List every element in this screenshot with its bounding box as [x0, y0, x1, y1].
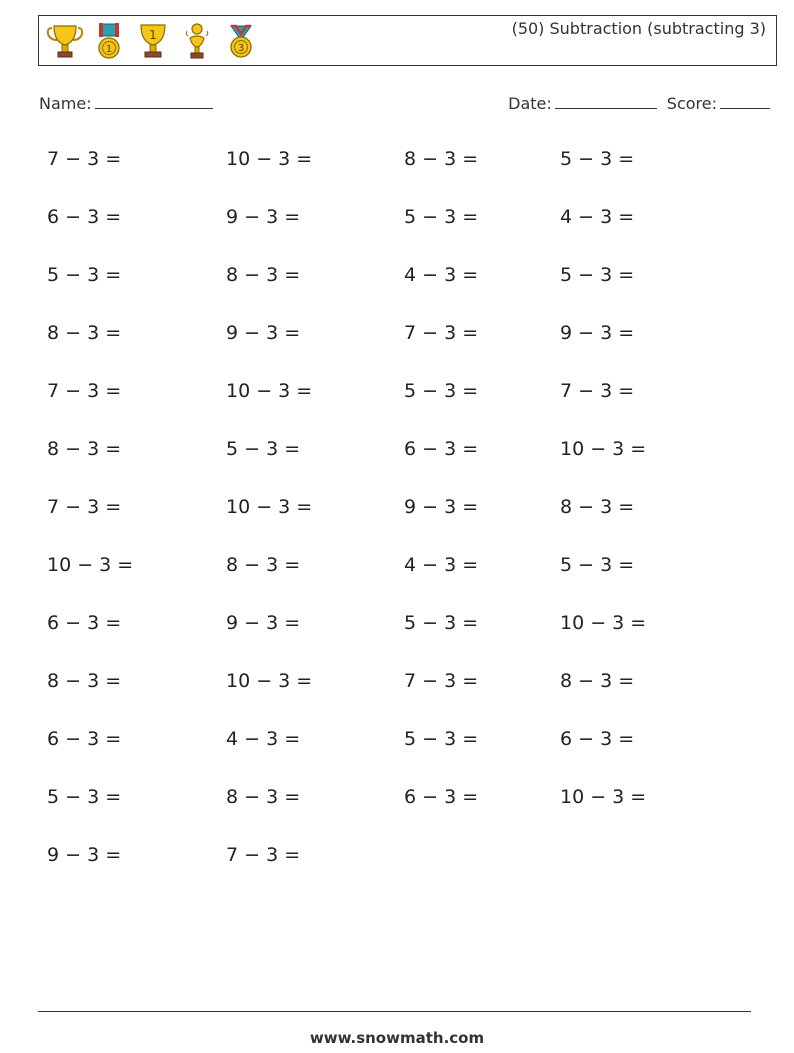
- problem-item: 6 − 3 =: [404, 786, 479, 808]
- problem-item: 9 − 3 =: [560, 322, 635, 344]
- problem-item: 6 − 3 =: [47, 612, 122, 634]
- problem-item: 10 − 3 =: [226, 670, 313, 692]
- problem-item: 9 − 3 =: [226, 612, 301, 634]
- problem-item: 7 − 3 =: [404, 670, 479, 692]
- icon-strip: [43, 20, 263, 64]
- problem-item: 10 − 3 =: [560, 438, 647, 460]
- name-field: [39, 94, 213, 113]
- problem-item: 4 − 3 =: [404, 264, 479, 286]
- problem-item: 5 − 3 =: [560, 264, 635, 286]
- problem-item: 8 − 3 =: [47, 322, 122, 344]
- problem-item: 5 − 3 =: [404, 206, 479, 228]
- date-blank: [555, 94, 657, 109]
- problem-item: 9 − 3 =: [226, 206, 301, 228]
- problem-item: 7 − 3 =: [47, 148, 122, 170]
- problem-item: 9 − 3 =: [404, 496, 479, 518]
- date-label: Date:: [508, 94, 552, 113]
- problem-item: 5 − 3 =: [404, 728, 479, 750]
- score-label: Score:: [666, 94, 717, 113]
- trophy-1-icon: [131, 20, 175, 64]
- worksheet-header: [38, 15, 777, 66]
- award-icon: [175, 20, 219, 64]
- problem-item: 10 − 3 =: [47, 554, 134, 576]
- problem-item: 6 − 3 =: [404, 438, 479, 460]
- problem-item: 5 − 3 =: [226, 438, 301, 460]
- problem-item: 8 − 3 =: [226, 264, 301, 286]
- problem-item: 10 − 3 =: [560, 786, 647, 808]
- problem-item: 8 − 3 =: [47, 438, 122, 460]
- problem-item: 9 − 3 =: [226, 322, 301, 344]
- problem-item: 8 − 3 =: [47, 670, 122, 692]
- problem-item: 8 − 3 =: [560, 670, 635, 692]
- problem-item: 4 − 3 =: [226, 728, 301, 750]
- score-blank: [720, 94, 770, 109]
- problem-item: 7 − 3 =: [47, 496, 122, 518]
- problem-item: 8 − 3 =: [226, 554, 301, 576]
- problem-item: 7 − 3 =: [47, 380, 122, 402]
- problem-item: 10 − 3 =: [226, 148, 313, 170]
- problem-item: 6 − 3 =: [560, 728, 635, 750]
- problem-item: 5 − 3 =: [404, 380, 479, 402]
- problem-item: 5 − 3 =: [404, 612, 479, 634]
- name-blank: [95, 94, 213, 109]
- svg-text:1: 1: [105, 44, 113, 55]
- medal-3-icon: [219, 20, 263, 64]
- svg-text:1: 1: [149, 28, 157, 42]
- trophy-icon: [43, 20, 87, 64]
- svg-text:3: 3: [237, 43, 245, 54]
- name-label: Name:: [39, 94, 92, 113]
- problem-item: 5 − 3 =: [560, 554, 635, 576]
- problem-item: 10 − 3 =: [560, 612, 647, 634]
- problem-item: 6 − 3 =: [47, 206, 122, 228]
- footer-divider: [38, 1011, 751, 1012]
- problem-item: 8 − 3 =: [404, 148, 479, 170]
- problem-item: 5 − 3 =: [47, 786, 122, 808]
- problem-item: 8 − 3 =: [226, 786, 301, 808]
- problem-item: 5 − 3 =: [560, 148, 635, 170]
- problem-item: 9 − 3 =: [47, 844, 122, 866]
- date-score-fields: [508, 94, 770, 113]
- problem-item: 6 − 3 =: [47, 728, 122, 750]
- footer-url: www.snowmath.com: [309, 1029, 485, 1047]
- problem-item: 4 − 3 =: [404, 554, 479, 576]
- problem-item: 10 − 3 =: [226, 380, 313, 402]
- problem-item: 7 − 3 =: [226, 844, 301, 866]
- worksheet-title: (50) Subtraction (subtracting 3): [511, 19, 766, 38]
- problem-item: 10 − 3 =: [226, 496, 313, 518]
- problem-item: 7 − 3 =: [404, 322, 479, 344]
- problem-item: 4 − 3 =: [560, 206, 635, 228]
- problem-item: 7 − 3 =: [560, 380, 635, 402]
- problem-item: 5 − 3 =: [47, 264, 122, 286]
- problem-item: 8 − 3 =: [560, 496, 635, 518]
- medal-1-icon: [87, 20, 131, 64]
